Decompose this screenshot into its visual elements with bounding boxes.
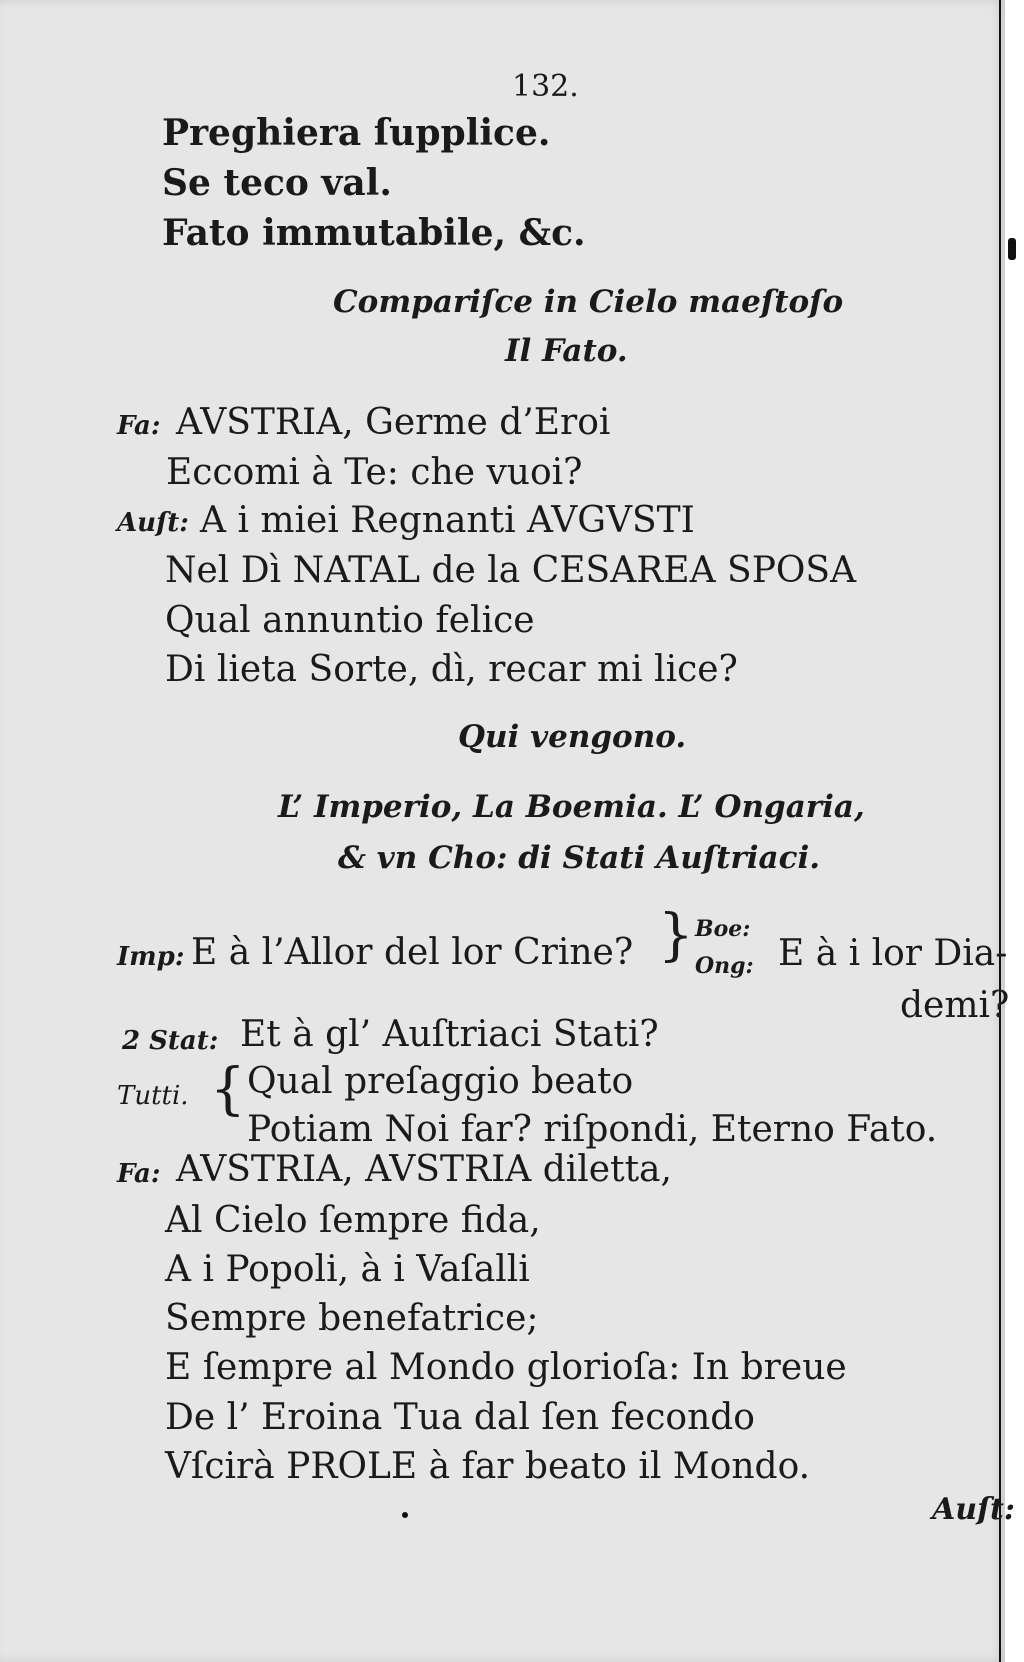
page-number: 132. (512, 69, 579, 104)
verse-line: Potiam Noi far? riſpondi, Eterno Fato. (247, 1109, 938, 1150)
stage-direction: Qui vengono. (458, 719, 687, 755)
verse-line: demi? (900, 985, 1010, 1026)
verse-line: Vſcirà PROLE à far beato il Mondo. (165, 1446, 811, 1487)
verse-line: Preghiera ſupplice. (162, 112, 551, 154)
verse-line: A i miei Regnanti AVGVSTI (200, 500, 695, 541)
speaker-label: Ong: (695, 953, 754, 979)
stage-direction: L’ Imperio, La Boemia. L’ Ongaria, (278, 789, 865, 825)
verse-line: Qual preſaggio beato (247, 1061, 634, 1102)
verse-line: A i Popoli, à i Vaſalli (165, 1249, 530, 1290)
brace-glyph: } (658, 903, 694, 968)
verse-line: Qual annuntio felice (165, 600, 535, 641)
verse-line: AVSTRIA, Germe d’Eroi (176, 402, 611, 443)
page-edge (999, 0, 1001, 1662)
verse-line: Et à gl’ Auſtriaci Stati? (240, 1014, 659, 1055)
speaker-label: Fa: (117, 1159, 161, 1189)
speaker-label: Auſt: (117, 508, 189, 538)
verse-line: AVSTRIA, AVSTRIA diletta, (176, 1149, 672, 1190)
stage-direction: Il Fato. (505, 333, 628, 369)
stage-direction: & vn Cho: di Stati Auſtriaci. (338, 840, 821, 876)
verse-line: Al Cielo ſempre fida, (165, 1200, 541, 1241)
speaker-label: Imp: (117, 942, 185, 972)
verse-line: Di lieta Sorte, dì, recar mi lice? (165, 649, 738, 690)
speaker-label: Tutti. (117, 1081, 189, 1111)
verse-line: E à l’Allor del lor Crine? (191, 932, 634, 973)
brace-glyph: { (210, 1057, 246, 1122)
speaker-label: Fa: (117, 411, 161, 441)
verse-line: Sempre benefatrice; (165, 1298, 539, 1339)
stage-direction: Compariſce in Cielo maeſtoſo (333, 284, 844, 320)
verse-line: De l’ Eroina Tua dal ſen fecondo (165, 1397, 755, 1438)
ink-speck (402, 1512, 408, 1518)
verse-line: Eccomi à Te: che vuoi? (166, 452, 583, 493)
catchword: Auſt: (932, 1492, 1015, 1527)
verse-line: E à i lor Dia- (778, 933, 1008, 974)
verse-line: Nel Dì NATAL de la CESAREA SPOSA (165, 550, 857, 591)
ink-speck (1008, 238, 1016, 260)
speaker-label: 2 Stat: (122, 1026, 219, 1056)
verse-line: E ſempre al Mondo glorioſa: In breue (165, 1347, 847, 1388)
verse-line: Fato immutabile, &c. (162, 212, 586, 254)
speaker-label: Boe: (695, 916, 751, 942)
verse-line: Se teco val. (162, 162, 392, 204)
